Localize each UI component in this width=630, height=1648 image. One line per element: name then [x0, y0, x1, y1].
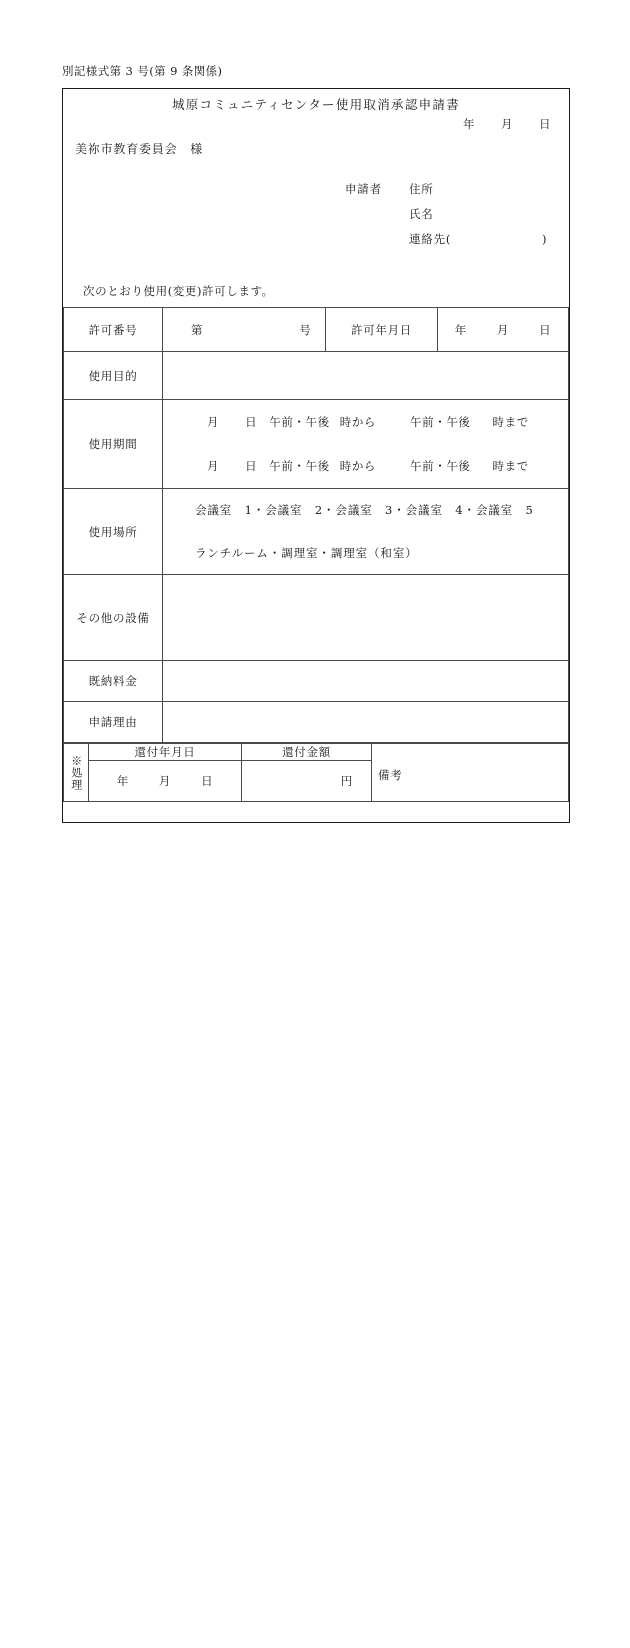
refund-date-year: 年 — [116, 774, 129, 788]
period-2-from: 時から — [339, 459, 377, 473]
page-title: 城原コミュニティセンター使用取消承認申請書 — [171, 97, 461, 112]
period-value-cell[interactable] — [163, 400, 569, 489]
purpose-value-cell[interactable] — [163, 352, 569, 400]
refund-amount-value-cell[interactable] — [242, 761, 372, 802]
submission-date-line — [463, 116, 551, 132]
processing-header-row — [64, 744, 569, 761]
place-label: 使用場所 — [64, 489, 163, 575]
permit-date-inner — [438, 322, 568, 338]
period-1-to: 時まで — [492, 415, 529, 429]
period-label: 使用期間 — [64, 400, 163, 489]
reason-label: 申請理由 — [64, 702, 163, 743]
table-row-period — [64, 400, 569, 489]
refund-amount-header: 還付金額 — [242, 744, 372, 761]
submission-date-month: 月 — [501, 117, 513, 131]
submission-date-day: 日 — [539, 117, 551, 131]
period-2-month: 月 — [207, 459, 220, 473]
period-2-ampm-from: 午前・午後 — [269, 459, 330, 473]
refund-date-header: 還付年月日 — [89, 744, 242, 761]
application-details-table — [63, 307, 569, 743]
paid-fee-value-cell[interactable] — [163, 661, 569, 702]
table-row-place — [64, 489, 569, 575]
paid-fee-label: 既納料金 — [64, 661, 163, 702]
processing-vertical-label-wrap — [64, 744, 88, 801]
form-frame — [62, 88, 570, 823]
period-2-ampm-to: 午前・午後 — [410, 459, 471, 473]
period-2-to: 時まで — [492, 459, 529, 473]
place-value-cell[interactable] — [163, 489, 569, 575]
applicant-contact-label: 連絡先( — [409, 232, 452, 246]
form-number-label: 別記様式第 3 号(第 9 条関係) — [62, 64, 223, 78]
period-line-2 — [163, 458, 568, 474]
table-row-paid-fee — [64, 661, 569, 702]
table-row-other-equipment — [64, 575, 569, 661]
processing-vertical-label-cell — [64, 744, 89, 802]
other-equipment-label: その他の設備 — [64, 575, 163, 661]
processing-table — [63, 743, 569, 802]
period-1-month: 月 — [207, 415, 220, 429]
period-2-day: 日 — [245, 459, 258, 473]
permit-number-inner — [163, 322, 325, 338]
place-rooms-line: 会議室 1・会議室 2・会議室 3・会議室 4・会議室 5 — [195, 503, 534, 518]
remarks-header: 備考 — [378, 768, 403, 782]
refund-amount-unit: 円 — [340, 774, 353, 788]
form-header-area — [63, 89, 569, 307]
permit-date-value-cell[interactable] — [438, 308, 569, 352]
processing-vertical-label: ※処理 — [69, 754, 83, 791]
remarks-cell[interactable] — [372, 744, 569, 802]
purpose-label: 使用目的 — [64, 352, 163, 400]
permit-number-suffix: 号 — [299, 322, 312, 337]
applicant-label: 申請者 — [345, 182, 382, 196]
permit-date-month: 月 — [496, 322, 510, 337]
applicant-contact-close-paren: ) — [542, 232, 548, 246]
permit-number-prefix: 第 — [191, 322, 204, 337]
applicant-address-label: 住所 — [409, 182, 434, 196]
period-1-from: 時から — [339, 415, 377, 429]
refund-date-value-cell[interactable] — [89, 761, 242, 802]
table-row-reason — [64, 702, 569, 743]
permit-date-year: 年 — [454, 322, 467, 337]
refund-date-inner — [89, 773, 241, 789]
table-row-purpose — [64, 352, 569, 400]
period-line-1 — [163, 414, 568, 430]
submission-date-year: 年 — [463, 117, 475, 131]
refund-date-month: 月 — [158, 774, 172, 788]
period-1-ampm-to: 午前・午後 — [410, 415, 471, 429]
permit-date-label: 許可年月日 — [326, 308, 438, 352]
permit-number-label: 許可番号 — [64, 308, 163, 352]
reason-value-cell[interactable] — [163, 702, 569, 743]
table-row-permit-number — [64, 308, 569, 352]
period-1-day: 日 — [245, 415, 258, 429]
place-other-rooms-line: ランチルーム・調理室・調理室（和室） — [195, 545, 418, 560]
other-equipment-value-cell[interactable] — [163, 575, 569, 661]
permission-statement: 次のとおり使用(変更)許可します。 — [83, 284, 274, 298]
addressee-label: 美祢市教育委員会 様 — [75, 142, 204, 156]
refund-date-day: 日 — [201, 774, 214, 788]
permit-number-value-cell[interactable] — [163, 308, 326, 352]
applicant-name-label: 氏名 — [409, 207, 434, 221]
period-1-ampm-from: 午前・午後 — [269, 415, 330, 429]
permit-date-day: 日 — [539, 322, 552, 337]
